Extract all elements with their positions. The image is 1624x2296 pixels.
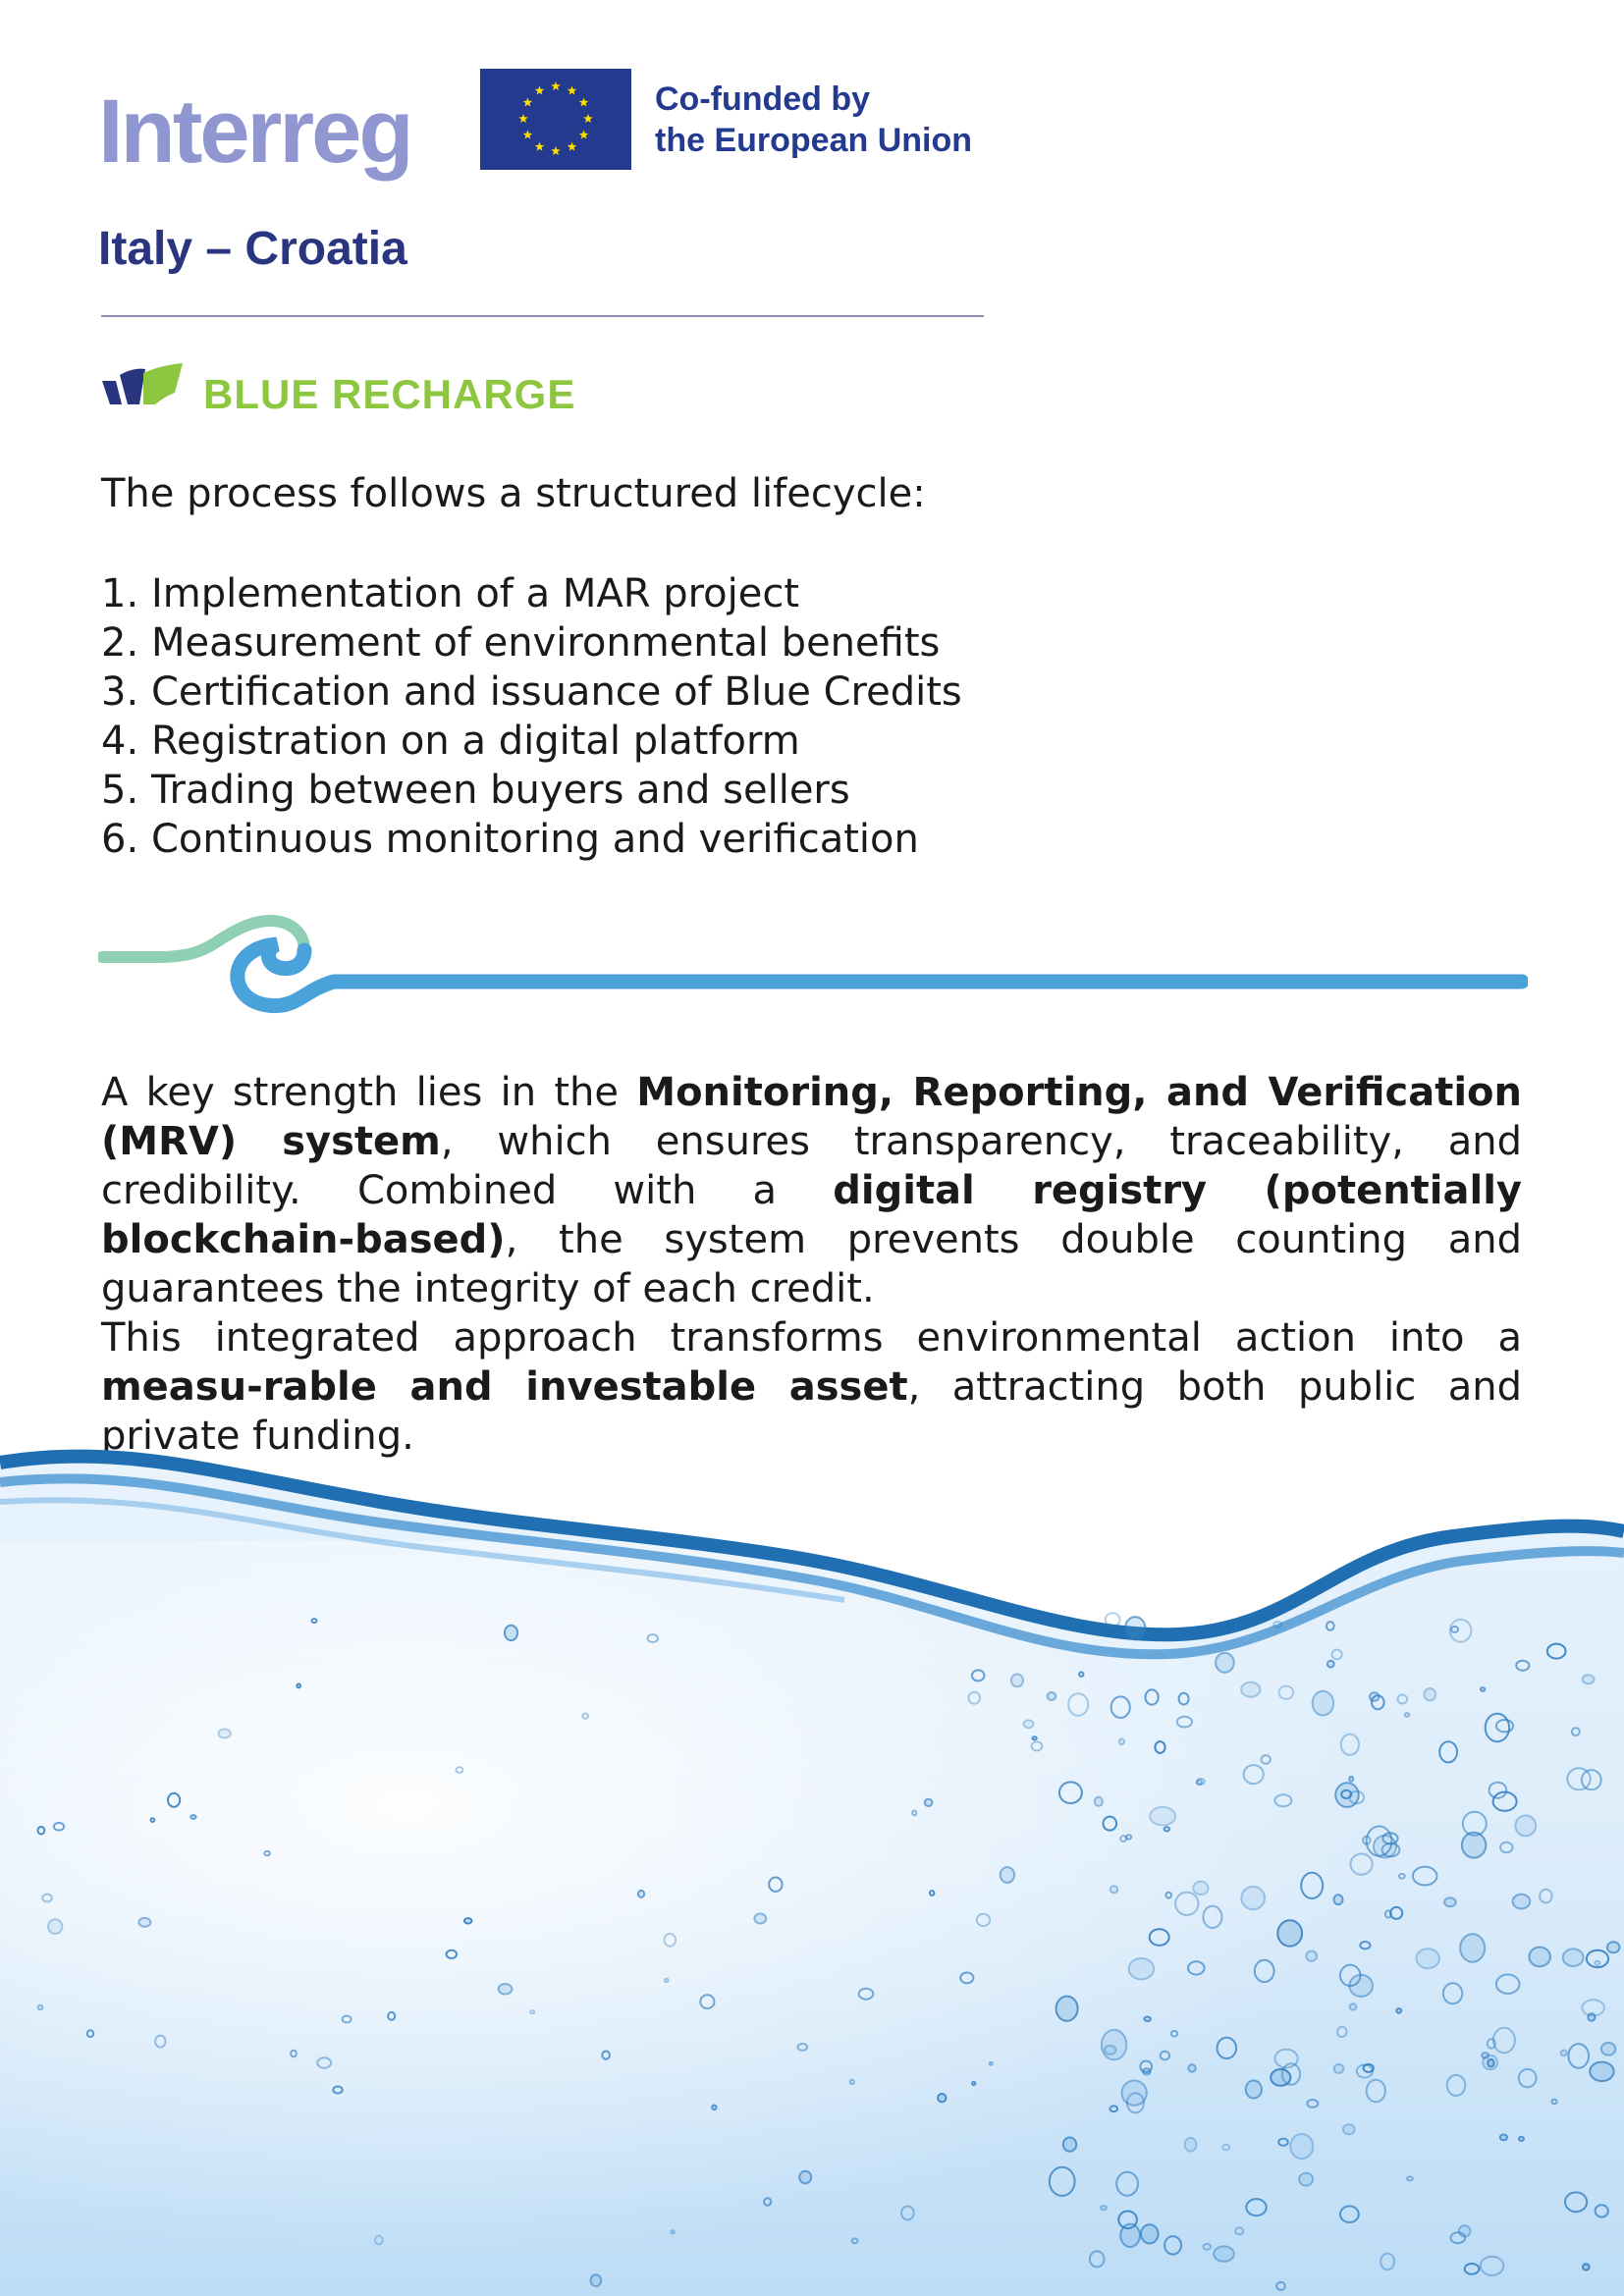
bubble <box>638 1891 644 1897</box>
bubble <box>1193 1882 1208 1895</box>
bubble <box>1561 2051 1567 2056</box>
bubble <box>1607 1942 1620 1952</box>
bubble <box>972 2082 975 2085</box>
bubble <box>499 1984 513 1994</box>
bubble <box>1048 1692 1056 1700</box>
step-number: 4. <box>101 719 139 764</box>
step-text: Registration on a digital platform <box>151 719 800 764</box>
bubble <box>1246 2081 1262 2099</box>
paragraph-mrv <box>101 1068 1522 1313</box>
bubble <box>1425 1688 1436 1700</box>
bubble <box>1277 1920 1302 1946</box>
blue-recharge-logo-icon <box>100 363 185 412</box>
step-text: Continuous monitoring and verification <box>151 817 919 862</box>
step-number: 1. <box>101 571 139 616</box>
bubble <box>1417 1949 1439 1968</box>
cofunded-label <box>655 79 972 161</box>
p2-text-c: , attracting both public and private funding. <box>101 1364 1522 1459</box>
bubble <box>1601 2043 1615 2056</box>
bubble <box>1343 2124 1355 2134</box>
bubble <box>1102 2030 1126 2059</box>
bubble <box>1101 2206 1107 2210</box>
bubble <box>1001 1867 1014 1883</box>
bubble <box>754 1914 766 1924</box>
bubble <box>38 2005 43 2010</box>
bubble <box>1125 1617 1145 1639</box>
lifecycle-step <box>101 618 962 667</box>
p1-text-e: , the system prevents double counting and guarantees the integrity of each credit. <box>101 1217 1522 1311</box>
cofunded-line-1: Co-funded by <box>655 80 871 118</box>
bubble <box>1011 1675 1023 1687</box>
p1-text-c: , which ensures transparency, traceability, and credibility. Combined with a <box>101 1119 1522 1213</box>
brand-name: BLUE RECHARGE <box>203 371 576 417</box>
step-number: 6. <box>101 817 139 862</box>
bubble <box>1271 2069 1290 2086</box>
bubble <box>505 1626 517 1640</box>
bubble <box>1334 1895 1343 1904</box>
bubble <box>1488 2059 1493 2067</box>
bubble <box>1216 1653 1234 1673</box>
bubble <box>1122 2081 1147 2106</box>
p1-bold-mrv: Monitoring, Reporting, and Verification (MRV) system <box>101 1070 1523 1164</box>
bubble <box>712 2106 716 2110</box>
bubble <box>1350 2003 1357 2009</box>
header-divider <box>101 315 984 317</box>
bubble <box>1583 1675 1595 1683</box>
bubble <box>1141 2224 1159 2243</box>
bubble <box>1056 1997 1078 2021</box>
interreg-logo-text: Interreg <box>98 81 411 182</box>
body-text <box>101 1068 1522 1461</box>
bubble <box>1299 2173 1313 2186</box>
bubble <box>1396 2008 1401 2013</box>
bubble <box>1519 2137 1524 2141</box>
bubble <box>1024 1720 1034 1728</box>
bubble <box>1095 1797 1103 1806</box>
lifecycle-step <box>101 717 962 766</box>
bubble <box>138 1918 150 1927</box>
step-number: 2. <box>101 620 139 666</box>
step-text: Implementation of a MAR project <box>151 571 800 616</box>
p2-text-a: This integrated approach transforms environmental action into a <box>101 1315 1522 1361</box>
bubble <box>1110 1886 1118 1893</box>
lifecycle-steps <box>101 569 962 864</box>
bubble <box>1129 1958 1154 1979</box>
lifecycle-intro: The process follows a structured lifecycle: <box>101 471 926 516</box>
cofunded-line-2: the European Union <box>655 122 972 159</box>
bubble <box>1063 2138 1076 2152</box>
bubble <box>1241 1682 1260 1697</box>
bubble <box>1334 2064 1344 2073</box>
bubble <box>1241 1887 1265 1909</box>
bubble <box>1444 1897 1456 1906</box>
water-waves-image <box>0 1443 1624 2296</box>
p1-bold-registry: digital registry (potentially blockchain-based) <box>101 1168 1522 1262</box>
eu-flag-icon <box>480 69 631 170</box>
lifecycle-step <box>101 569 962 618</box>
bubble <box>464 1918 472 1923</box>
bubble <box>1563 1949 1584 1966</box>
lifecycle-step <box>101 815 962 864</box>
bubble <box>48 1919 62 1934</box>
bubble <box>1460 1934 1485 1961</box>
bubble <box>1590 2062 1613 2081</box>
bubble <box>1327 1661 1334 1668</box>
step-text: Certification and issuance of Blue Credits <box>151 669 962 715</box>
bubble <box>1144 2017 1150 2022</box>
step-number: 5. <box>101 768 139 813</box>
bubble <box>1185 2138 1197 2152</box>
bubble <box>219 1730 231 1738</box>
bubble <box>1529 1948 1550 1967</box>
bubble <box>938 2094 946 2102</box>
bubble <box>1105 2046 1116 2055</box>
interreg-logo <box>98 81 411 182</box>
step-number: 3. <box>101 669 139 715</box>
step-text: Measurement of environmental benefits <box>151 620 941 666</box>
bubble <box>1290 2134 1313 2159</box>
bubble <box>1313 1691 1333 1716</box>
bubble <box>1513 1895 1531 1909</box>
bubble <box>1119 1738 1124 1744</box>
bubble <box>190 1815 195 1819</box>
bubble <box>1583 2264 1590 2269</box>
lifecycle-step <box>101 667 962 717</box>
bubble <box>297 1683 300 1687</box>
bubble <box>799 2171 811 2183</box>
paragraph-integrated <box>101 1313 1522 1461</box>
wave-divider <box>98 911 1528 1019</box>
bubble <box>591 2274 602 2286</box>
step-text: Trading between buyers and sellers <box>151 768 850 813</box>
bubble <box>925 1799 933 1806</box>
bubble <box>1120 2224 1140 2247</box>
bubble <box>1188 2064 1195 2071</box>
bubble <box>1500 2135 1507 2141</box>
p2-bold-asset: measu-rable and investable asset <box>101 1364 908 1410</box>
lifecycle-step <box>101 766 962 815</box>
bubble <box>1150 1807 1175 1825</box>
p1-text-a: A key strength lies in the <box>101 1070 637 1115</box>
bubble <box>1032 1736 1036 1739</box>
bubble <box>1197 1779 1205 1785</box>
bubble <box>1214 2246 1234 2261</box>
region-title: Italy – Croatia <box>98 223 407 275</box>
bubble <box>1349 1777 1353 1782</box>
bubble <box>1306 1951 1317 1961</box>
bubble <box>1515 1816 1536 1837</box>
